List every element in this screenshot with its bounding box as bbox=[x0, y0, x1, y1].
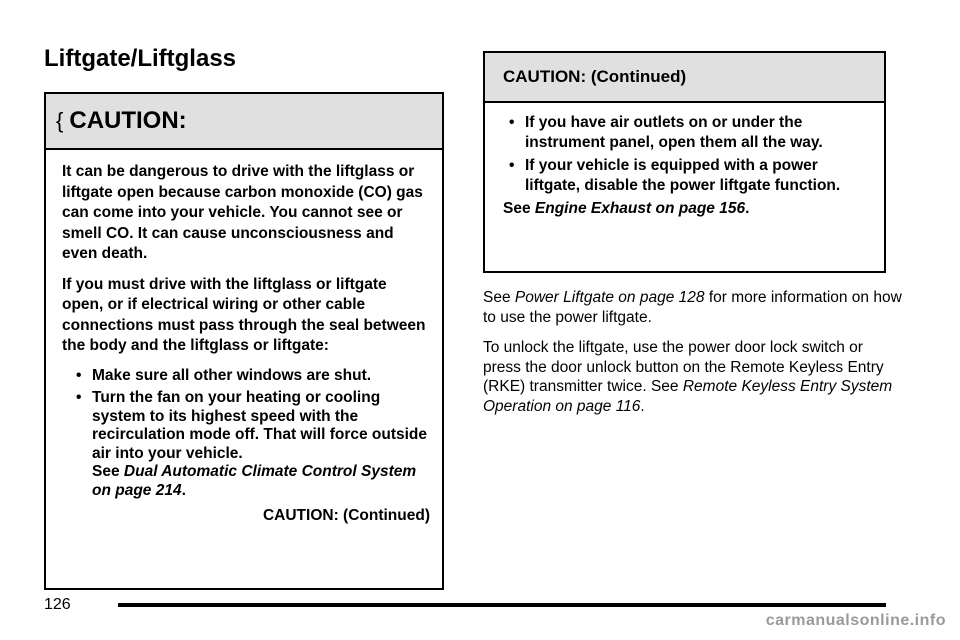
paragraph-text: To unlock the liftgate, use the power door lock switch or press the door unlock button on the Remote Keyless Entry (RKE) transmitter twice. bbox=[483, 339, 884, 395]
caution-bullet-list bbox=[62, 367, 430, 501]
see-prefix: See bbox=[503, 200, 531, 217]
bullet-icon: • bbox=[509, 114, 515, 131]
warning-icon: { bbox=[56, 108, 64, 133]
see-link[interactable]: Dual Automatic Climate Control System on page 214 bbox=[92, 463, 417, 499]
see-link[interactable]: Power Liftgate on page 128 bbox=[514, 289, 705, 306]
caution-header bbox=[46, 94, 442, 150]
see-suffix: . bbox=[745, 200, 750, 217]
caution-paragraph-2: If you must drive with the liftglass or liftgate open, or if electrical wiring or other cable connections must pass through the seal between the body and the liftglass or liftgate: bbox=[62, 275, 426, 354]
caution-continued-label: CAUTION: (Continued) bbox=[262, 507, 430, 524]
see-prefix: See bbox=[483, 289, 511, 306]
body-paragraph-2 bbox=[483, 338, 903, 416]
page-number: 126 bbox=[44, 596, 71, 613]
watermark: carmanualsonline.info bbox=[765, 612, 946, 629]
caution-title: CAUTION: bbox=[69, 107, 187, 134]
page-title: Liftgate/Liftglass bbox=[44, 45, 237, 72]
caution-continued-box bbox=[483, 51, 886, 273]
list-item bbox=[76, 367, 430, 386]
see-link[interactable]: Engine Exhaust on page 156 bbox=[534, 200, 746, 217]
list-item bbox=[76, 389, 430, 500]
body-paragraph-1 bbox=[483, 288, 903, 327]
see-prefix: See bbox=[92, 463, 120, 480]
body-text bbox=[483, 288, 903, 427]
see-reference bbox=[92, 463, 430, 500]
see-suffix: . bbox=[181, 481, 186, 499]
list-item bbox=[509, 156, 872, 195]
bullet-text: Turn the fan on your heating or cooling system to its highest speed with the recirculation mode off. That will force outside air into your vehicle. bbox=[92, 389, 428, 462]
bullet-icon: • bbox=[76, 366, 82, 384]
footer-rule bbox=[118, 603, 886, 607]
caution-body bbox=[46, 150, 442, 527]
bullet-text: If you have air outlets on or under the instrument panel, open them all the way. bbox=[525, 114, 823, 151]
bullet-icon: • bbox=[76, 389, 82, 406]
bullet-text: Make sure all other windows are shut. bbox=[92, 366, 372, 384]
list-item bbox=[509, 113, 872, 152]
caution-box bbox=[44, 92, 444, 590]
continued-bullet-list bbox=[503, 113, 872, 195]
caution-continued-body bbox=[485, 103, 884, 220]
caution-continued-header: CAUTION: (Continued) bbox=[485, 53, 884, 103]
bullet-icon: • bbox=[509, 157, 515, 174]
see-link[interactable]: Remote Keyless Entry System Operation on page 116 bbox=[483, 378, 893, 415]
see-suffix: . bbox=[640, 397, 645, 415]
see-reference bbox=[503, 199, 872, 220]
paragraph-text: for more information on how to use the power liftgate. bbox=[483, 289, 902, 326]
see-prefix: See bbox=[650, 378, 679, 395]
caution-paragraph-1: It can be dangerous to drive with the liftglass or liftgate open because carbon monoxide (CO) gas can come into your vehicle. You cannot see or smell CO. It can cause unconsciousness and even death. bbox=[62, 163, 423, 262]
bullet-text: If your vehicle is equipped with a power liftgate, disable the power liftgate function. bbox=[525, 157, 841, 194]
